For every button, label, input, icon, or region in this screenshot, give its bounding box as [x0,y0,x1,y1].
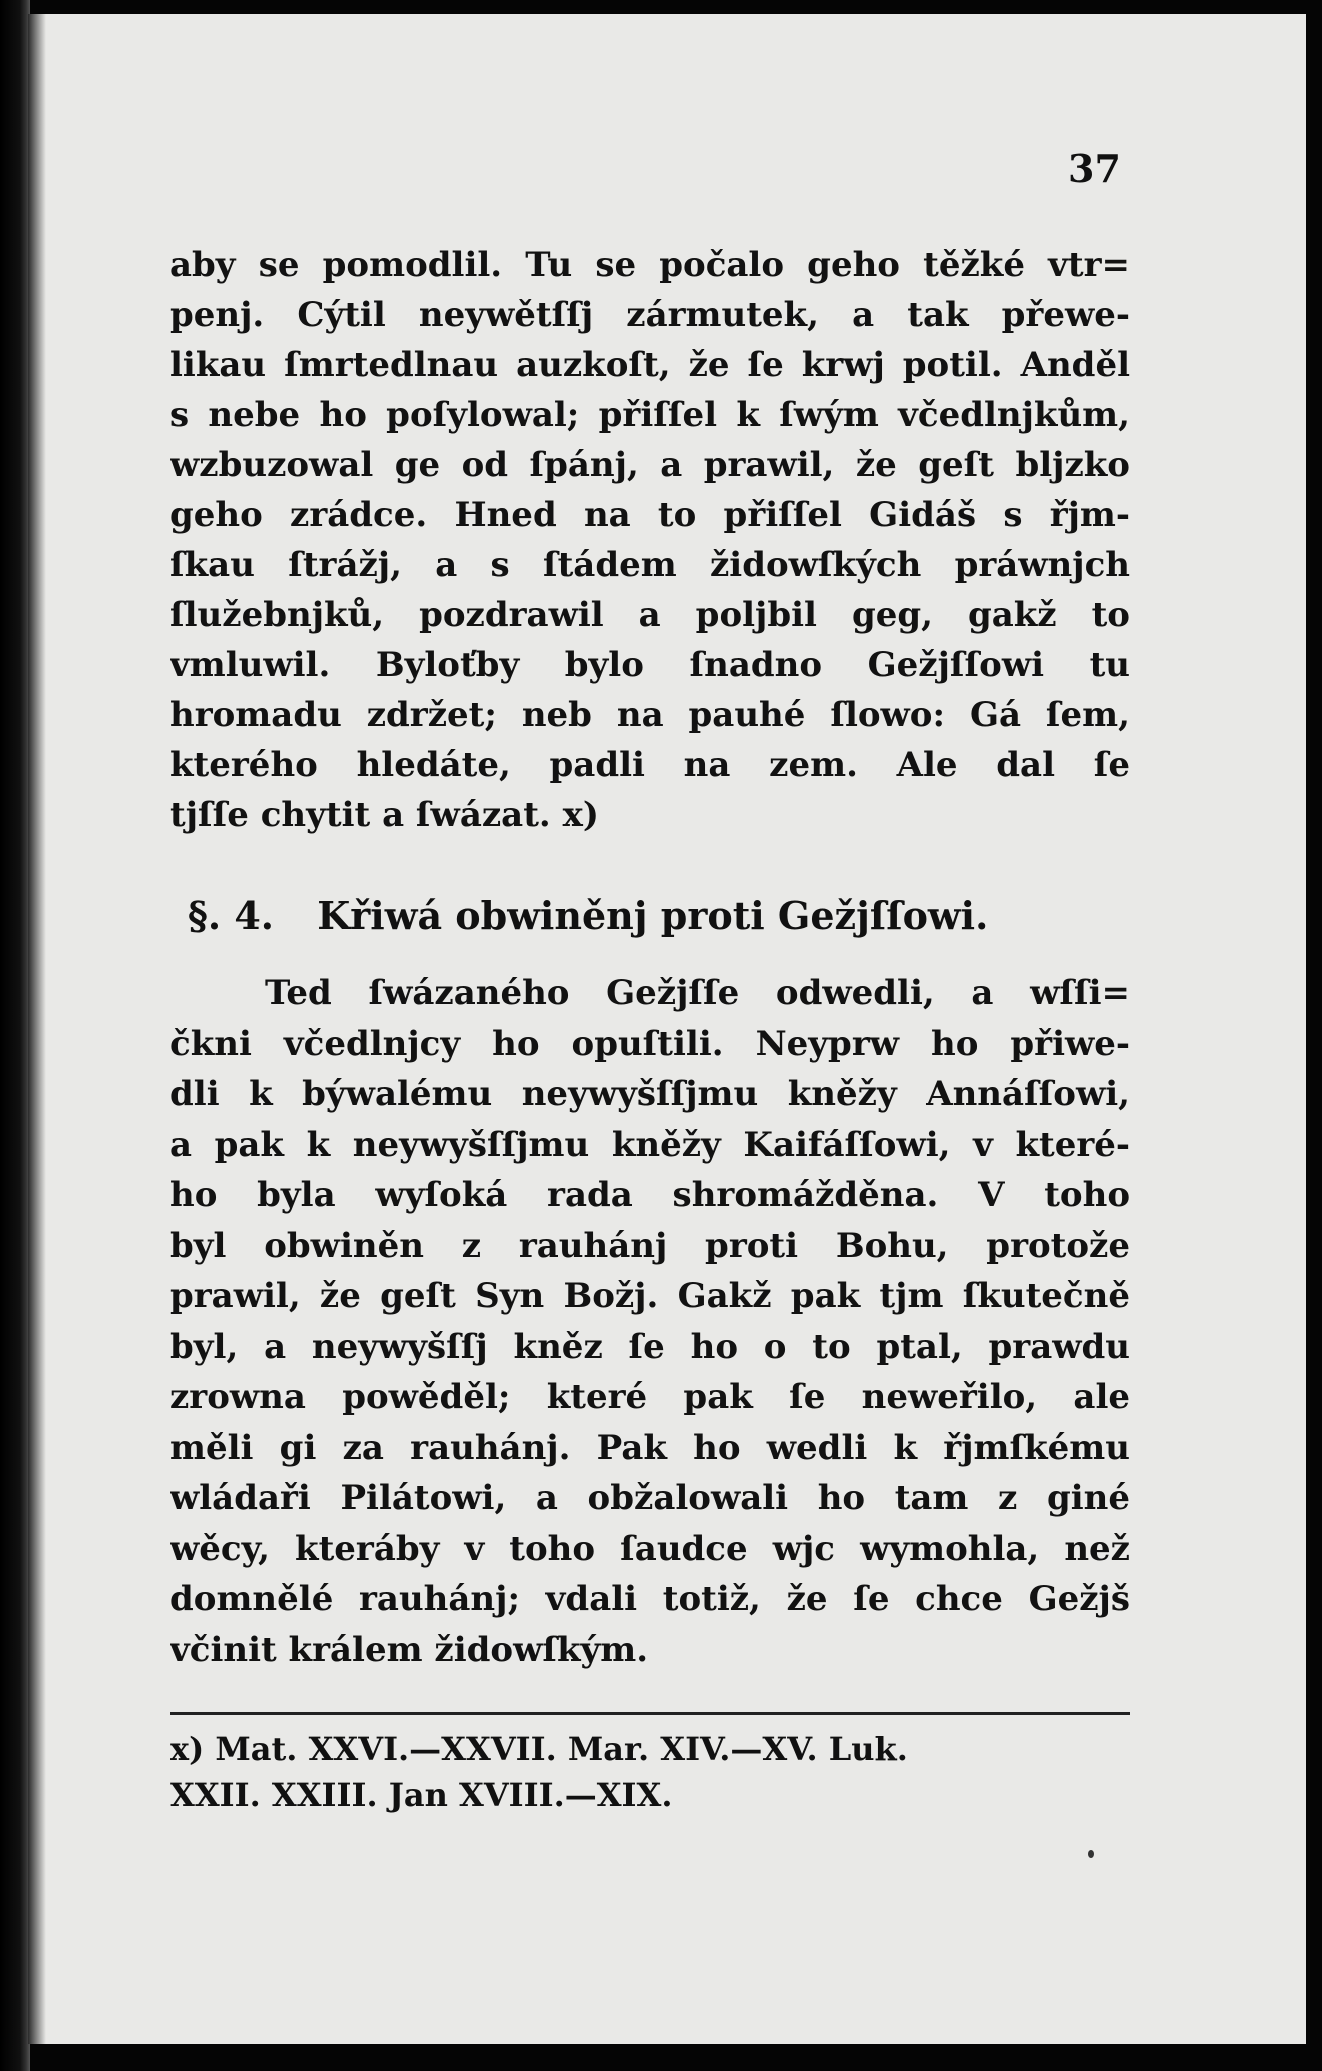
paragraph-2 [170,968,1130,1675]
text-line: dli k býwalému neywyšſſjmu kněžy Annáſſowi, [170,1074,1130,1114]
text-line: včinit králem židowſkým. [170,1629,649,1670]
text-line: zrowna powěděl; které pak ſe neweřilo, ale [170,1377,1130,1417]
text-line: aby se pomodlil. Tu se počalo geho těžké vtr= [170,245,1130,285]
spine-shadow [28,14,46,2044]
text-line: tjſſe chytit a ſwázat. x) [170,795,599,835]
footnote-divider [170,1712,1130,1715]
book-binding-edge [0,0,30,2071]
footnote-line: XXII. XXIII. Jan XVIII.—XIX. [170,1776,673,1814]
text-line: Ted ſwázaného Gežjſſe odwedli, a wſſi= [265,973,1130,1013]
footnote-line: x) Mat. XXVI.—XXVII. Mar. XIV.—XV. Luk. [170,1730,908,1768]
paragraph-1 [170,240,1130,840]
ink-speck [1088,1850,1094,1858]
text-line: byl, a neywyšſſj kněz ſe ho o to ptal, prawdu [170,1326,1130,1367]
text-line: kterého hledáte, padli na zem. Ale dal ſe [170,745,1130,785]
text-line: domnělé rauhánj; vdali totiž, že ſe chce Gežjš [170,1579,1130,1619]
text-line: s nebe ho poſylowal; přiſſel k ſwým včedlnjkům, [170,395,1130,435]
text-line: prawil, že geſt Syn Božj. Gakž pak tjm ſkutečně [170,1276,1130,1316]
text-line: vmluwil. Byloťby bylo ſnadno Gežjſſowi tu [170,645,1130,685]
text-line: ho byla wyſoká rada shromážděna. V toho [170,1175,1130,1215]
section-number: §. 4. [188,893,275,938]
text-line: a pak k neywyšſſjmu kněžy Kaifáſſowi, v které- [170,1124,1130,1165]
section-heading [188,893,1108,938]
text-line: wládaři Pilátowi, a obžalowali ho tam z giné [170,1478,1130,1518]
footnote [170,1726,1130,1818]
text-line: wzbuzowal ge od ſpánj, a prawil, že geſt bljzko [170,445,1130,485]
text-line: ſlužebnjků, pozdrawil a poljbil geg, gakž to [170,595,1130,635]
text-line: geho zrádce. Hned na to přiſſel Gidáš s řjm- [170,495,1130,535]
text-line: čkni včedlnjcy ho opuſtili. Neyprw ho přiwe- [170,1023,1130,1064]
page-number: 37 [1068,146,1121,191]
text-line: byl obwiněn z rauhánj proti Bohu, protože [170,1225,1130,1266]
text-line: penj. Cýtil neywětſſj zármutek, a tak přewe- [170,295,1130,335]
text-line: hromadu zdržet; neb na pauhé ſlowo: Gá ſem, [170,695,1130,735]
text-line: likau ſmrtedlnau auzkoſt, že ſe krwj potil. Anděl [170,345,1130,385]
section-title: Křiwá obwiněnj proti Gežjſſowi. [317,893,989,938]
text-line: ſkau ſtrážj, a s ſtádem židowſkých práwnjch [170,545,1130,585]
text-line: wěcy, kteráby v toho ſaudce wjc wymohla, než [170,1528,1130,1569]
text-line: měli gi za rauhánj. Pak ho wedli k řjmſkému [170,1427,1130,1468]
